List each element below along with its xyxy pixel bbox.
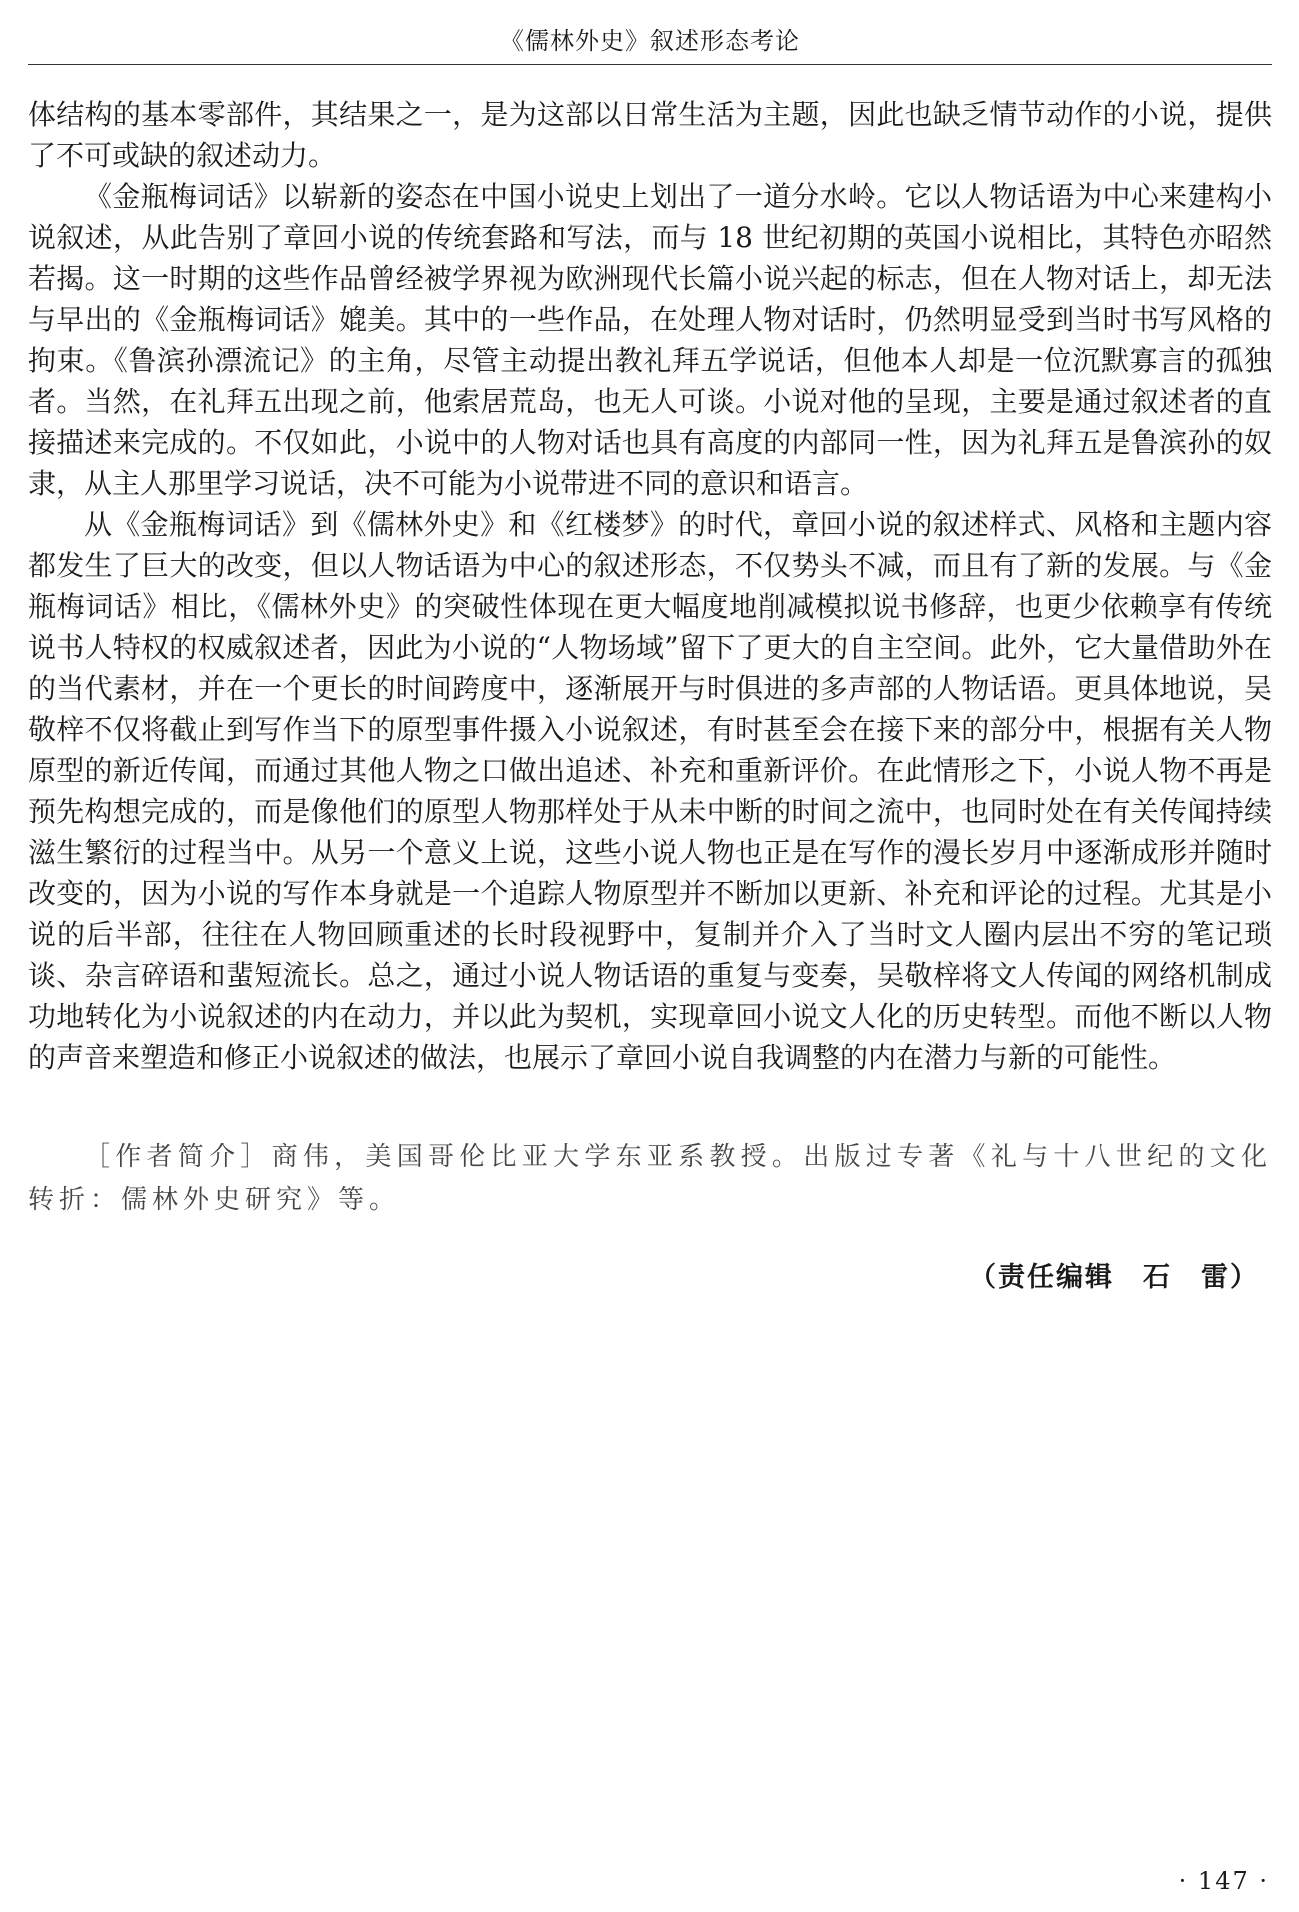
author-bio: ［作者简介］商伟，美国哥伦比亚大学东亚系教授。出版过专著《礼与十八世纪的文化转折：儒林外史研究》等。 bbox=[28, 1142, 1272, 1215]
header-rule bbox=[28, 64, 1272, 65]
paragraph-jinpingmei: 《金瓶梅词话》以崭新的姿态在中国小说史上划出了一道分水岭。它以人物话语为中心来建构小说叙述，从此告别了章回小说的传统套路和写法，而与 18 世纪初期的英国小说相比，其特色亦昭然若揭。这一时期的这些作品曾经被学界视为欧洲现代长篇小说兴起的标志，但在人物对话上，却无法与早出的《金瓶梅词话》媲美。其中的一些作品，在处理人物对话时，仍然明显受到当时书写风格的拘束。《鲁滨孙漂流记》的主角，尽管主动提出教礼拜五学说话，但他本人却是一位沉默寡言的孤独者。当然，在礼拜五出现之前，他索居荒岛，也无人可谈。小说对他的呈现，主要是通过叙述者的直接描述来完成的。不仅如此，小说中的人物对话也具有高度的内部同一性，因为礼拜五是鲁滨孙的奴隶，从主人那里学习说话，决不可能为小说带进不同的意识和语言。 bbox=[28, 180, 1272, 500]
paragraph-continuation: 体结构的基本零部件，其结果之一，是为这部以日常生活为主题，因此也缺乏情节动作的小说，提供了不可或缺的叙述动力。 bbox=[28, 98, 1272, 172]
paragraph-rulinwaishi: 从《金瓶梅词话》到《儒林外史》和《红楼梦》的时代，章回小说的叙述样式、风格和主题内容都发生了巨大的改变，但以人物话语为中心的叙述形态，不仅势头不减，而且有了新的发展。与《金瓶梅词话》相比，《儒林外史》的突破性体现在更大幅度地削减模拟说书修辞，也更少依赖享有传统说书人特权的权威叙述者，因此为小说的“人物场域”留下了更大的自主空间。此外，它大量借助外在的当代素材，并在一个更长的时间跨度中，逐渐展开与时俱进的多声部的人物话语。更具体地说，吴敬梓不仅将截止到写作当下的原型事件摄入小说叙述，有时甚至会在接下来的部分中，根据有关人物原型的新近传闻，而通过其他人物之口做出追述、补充和重新评价。在此情形之下，小说人物不再是预先构想完成的，而是像他们的原型人物那样处于从未中断的时间之流中，也同时处在有关传闻持续滋生繁衍的过程当中。从另一个意义上说，这些小说人物也正是在写作的漫长岁月中逐渐成形并随时改变的，因为小说的写作本身就是一个追踪人物原型并不断加以更新、补充和评论的过程。尤其是小说的后半部，往往在人物回顾重述的长时段视野中，复制并介入了当时文人圈内层出不穷的笔记琐谈、杂言碎语和蜚短流长。总之，通过小说人物话语的重复与变奏，吴敬梓将文人传闻的网络机制成功地转化为小说叙述的内在动力，并以此为契机，实现章回小说文人化的历史转型。而他不断以人物的声音来塑造和修正小说叙述的做法，也展示了章回小说自我调整的内在潜力与新的可能性。 bbox=[28, 508, 1272, 1074]
editor-credit: （责任编辑 石 雷） bbox=[969, 1262, 1259, 1293]
article-body bbox=[28, 94, 1272, 1078]
running-header: 《儒林外史》叙述形态考论 bbox=[500, 27, 800, 55]
page-number: · 147 · bbox=[1178, 1867, 1269, 1895]
